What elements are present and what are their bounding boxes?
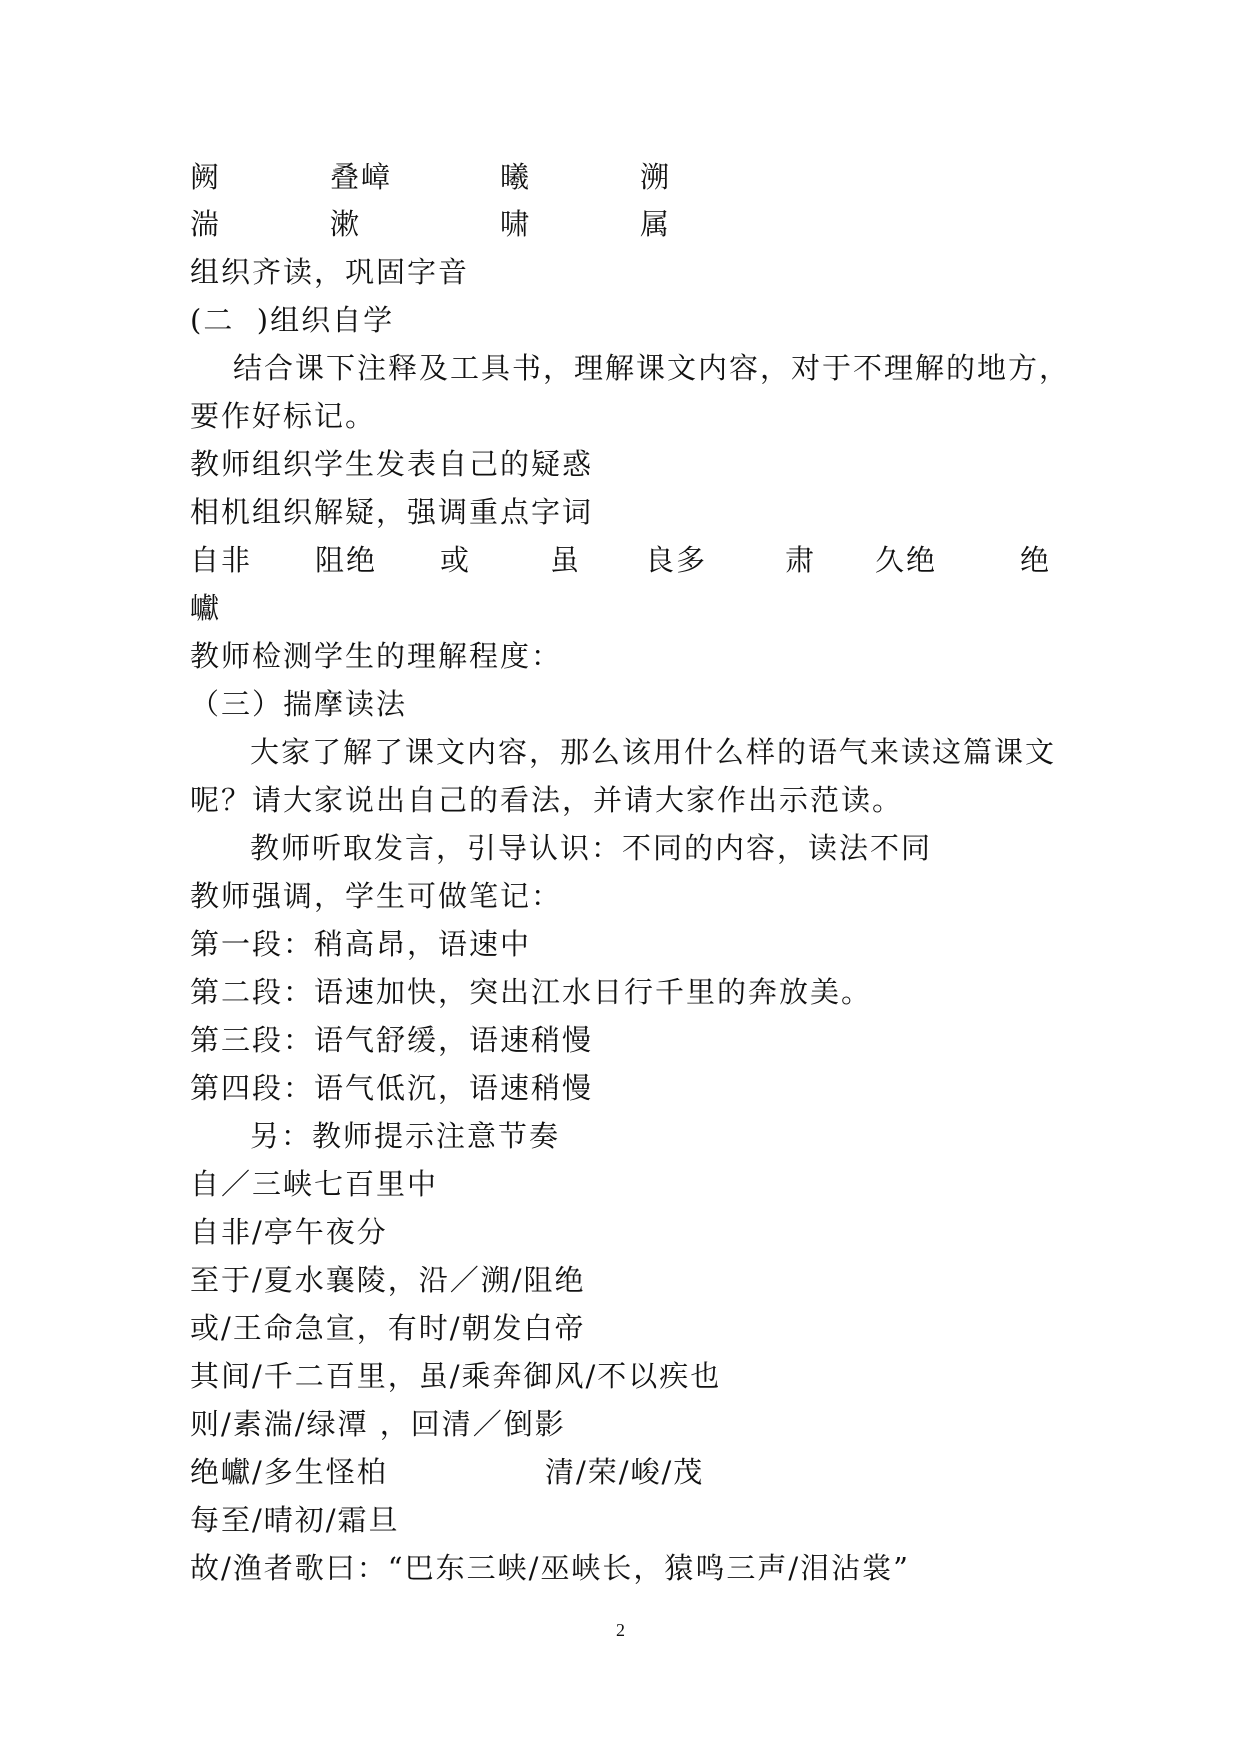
key-word: 阻绝: [315, 543, 378, 577]
text-line: 呢？请大家说出自己的看法，并请大家作出示范读。: [190, 783, 904, 817]
vocab-word: 叠嶂: [330, 160, 393, 194]
vocab-word: 阙: [190, 160, 222, 194]
text-line: 每至/晴初/霜旦: [190, 1503, 400, 1537]
text-line: 第四段：语气低沉，语速稍慢: [190, 1071, 594, 1105]
vocab-word: 湍: [190, 207, 222, 241]
section-heading: (二 )组织自学: [190, 303, 395, 337]
text-line: 第二段：语速加快，突出江水日行千里的奔放美。: [190, 975, 873, 1009]
key-word: 或: [440, 543, 472, 577]
text-line: 故/渔者歌曰：“巴东三峡/巫峡长，猿鸣三声/泪沾裳”: [190, 1551, 910, 1585]
text-line: 教师检测学生的理解程度：: [190, 639, 563, 673]
vocab-word: 溯: [640, 160, 672, 194]
text-line: 教师组织学生发表自己的疑惑: [190, 447, 594, 481]
text-line: 相机组织解疑，强调重点字词: [190, 495, 594, 529]
page-number: 2: [616, 1620, 625, 1640]
text-line: 自／三峡七百里中: [190, 1167, 439, 1201]
text-line: 另：教师提示注意节奏: [250, 1119, 561, 1153]
key-word: 良多: [645, 543, 708, 577]
text-line: 自非/亭午夜分: [190, 1215, 388, 1249]
text-line: 则/素湍/绿潭 ，回清／倒影: [190, 1407, 566, 1441]
text-line: 至于/夏水襄陵，沿／溯/阻绝: [190, 1263, 586, 1297]
vocab-word: 啸: [500, 207, 532, 241]
text-line: 其间/千二百里，虽/乘奔御风/不以疾也: [190, 1359, 722, 1393]
key-word: 久绝: [875, 543, 938, 577]
key-word: 自非: [190, 543, 253, 577]
text-segment: 绝巘/多生怪柏: [190, 1455, 388, 1489]
text-segment: 清/荣/峻/茂: [545, 1455, 705, 1489]
text-line: 教师强调，学生可做笔记：: [190, 879, 563, 913]
key-word: 绝: [1020, 543, 1052, 577]
text-line: 结合课下注释及工具书，理解课文内容，对于不理解的地方，: [233, 351, 1071, 385]
text-line: 或/王命急宣，有时/朝发白帝: [190, 1311, 586, 1345]
text-line: 要作好标记。: [190, 399, 377, 433]
text-line: 第一段：稍高昂，语速中: [190, 927, 532, 961]
text-line: 组织齐读，巩固字音: [190, 255, 470, 289]
section-heading: （三）揣摩读法: [190, 687, 408, 721]
vocab-word: 曦: [500, 160, 532, 194]
key-word: 虽: [550, 543, 582, 577]
text-line: 巘: [190, 591, 222, 625]
key-word: 肃: [785, 543, 817, 577]
text-line: 教师听取发言，引导认识：不同的内容，读法不同: [250, 831, 933, 865]
text-line: 第三段：语气舒缓，语速稍慢: [190, 1023, 594, 1057]
vocab-word: 属: [640, 207, 672, 241]
vocab-word: 漱: [330, 207, 362, 241]
text-line: 大家了解了课文内容，那么该用什么样的语气来读这篇课文: [250, 735, 1057, 769]
